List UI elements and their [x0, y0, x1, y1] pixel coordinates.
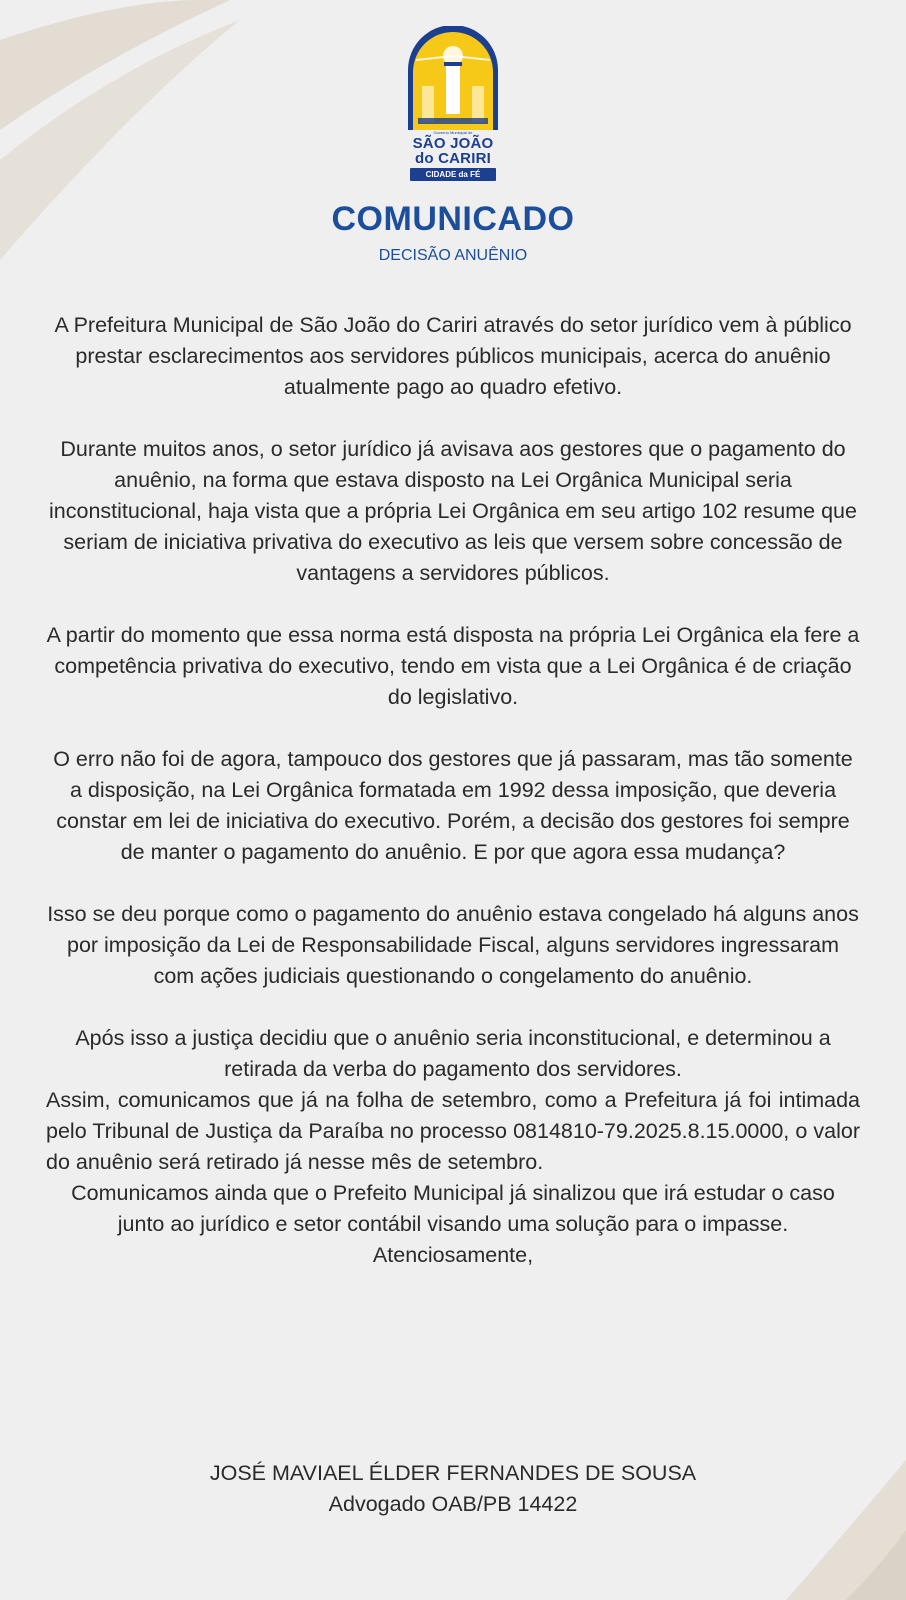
paragraph-competence: A partir do momento que essa norma está disposta na própria Lei Orgânica ela fere a competência privativa do executivo, tendo em vista que a Lei Orgânica é de criação do legislativo.: [46, 623, 860, 709]
signature-block: [0, 1458, 906, 1520]
municipality-logo: [404, 26, 502, 186]
notice-body: [46, 310, 860, 1271]
paragraph-origin: O erro não foi de agora, tampouco dos gestores que já passaram, mas tão somente a disposição, na Lei Orgânica formatada em 1992 dessa imposição, que deveria constar em lei de iniciativa do executivo. Porém, a decisão dos gestores foi sempre de manter o pagamento do anuênio. E por que agora essa mudança?: [53, 747, 853, 864]
paragraph-lawsuits: Isso se deu porque como o pagamento do anuênio estava congelado há alguns anos por imposição da Lei de Responsabilidade Fiscal, alguns servidores ingressaram com ações judiciais questionando o congelamento do anuênio.: [47, 902, 859, 988]
signer-name: JOSÉ MAVIAEL ÉLDER FERNANDES DE SOUSA: [209, 1461, 697, 1485]
paragraph-next-steps: Comunicamos ainda que o Prefeito Municipal já sinalizou que irá estudar o caso junto ao jurídico e setor contábil visando uma solução para o impasse.: [71, 1181, 835, 1236]
logo-name-line1: SÃO JOÃO: [412, 135, 494, 152]
closing: Atenciosamente,: [372, 1243, 534, 1267]
logo-tagline: CIDADE da FÉ: [410, 168, 496, 181]
paragraph-intro: A Prefeitura Municipal de São João do Cariri através do setor jurídico vem à público prestar esclarecimentos aos servidores públicos municipais, acerca do anuênio atualmente pago ao quadro efetivo.: [54, 313, 852, 399]
logo-name: [404, 136, 502, 166]
paragraph-history: Durante muitos anos, o setor jurídico já avisava aos gestores que o pagamento do anuênio, na forma que estava disposto na Lei Orgânica Municipal seria inconstitucional, haja vista que a própria Lei Orgânica em seu artigo 102 resume que seriam de iniciativa privativa do executivo as leis que versem sobre concessão de vantagens a servidores públicos.: [49, 437, 857, 585]
logo-caption: Governo Municipal de: [433, 130, 473, 135]
lighthouse-emblem-icon: [404, 26, 502, 130]
page-subtitle: DECISÃO ANUÊNIO: [378, 247, 528, 264]
page-title: COMUNICADO: [331, 200, 575, 238]
logo-name-line2: do CARIRI: [415, 150, 491, 167]
paragraph-decision: Após isso a justiça decidiu que o anuênio seria inconstitucional, e determinou a retirada da verba do pagamento dos servidores.: [75, 1026, 831, 1081]
signer-role: Advogado OAB/PB 14422: [328, 1492, 578, 1516]
paragraph-removal: Assim, comunicamos que já na folha de setembro, como a Prefeitura já foi intimada pelo Tribunal de Justiça da Paraíba no processo 0814810-79.2025.8.15.0000, o valor do anuênio será retirado já nesse mês de setembro.: [46, 1088, 860, 1174]
